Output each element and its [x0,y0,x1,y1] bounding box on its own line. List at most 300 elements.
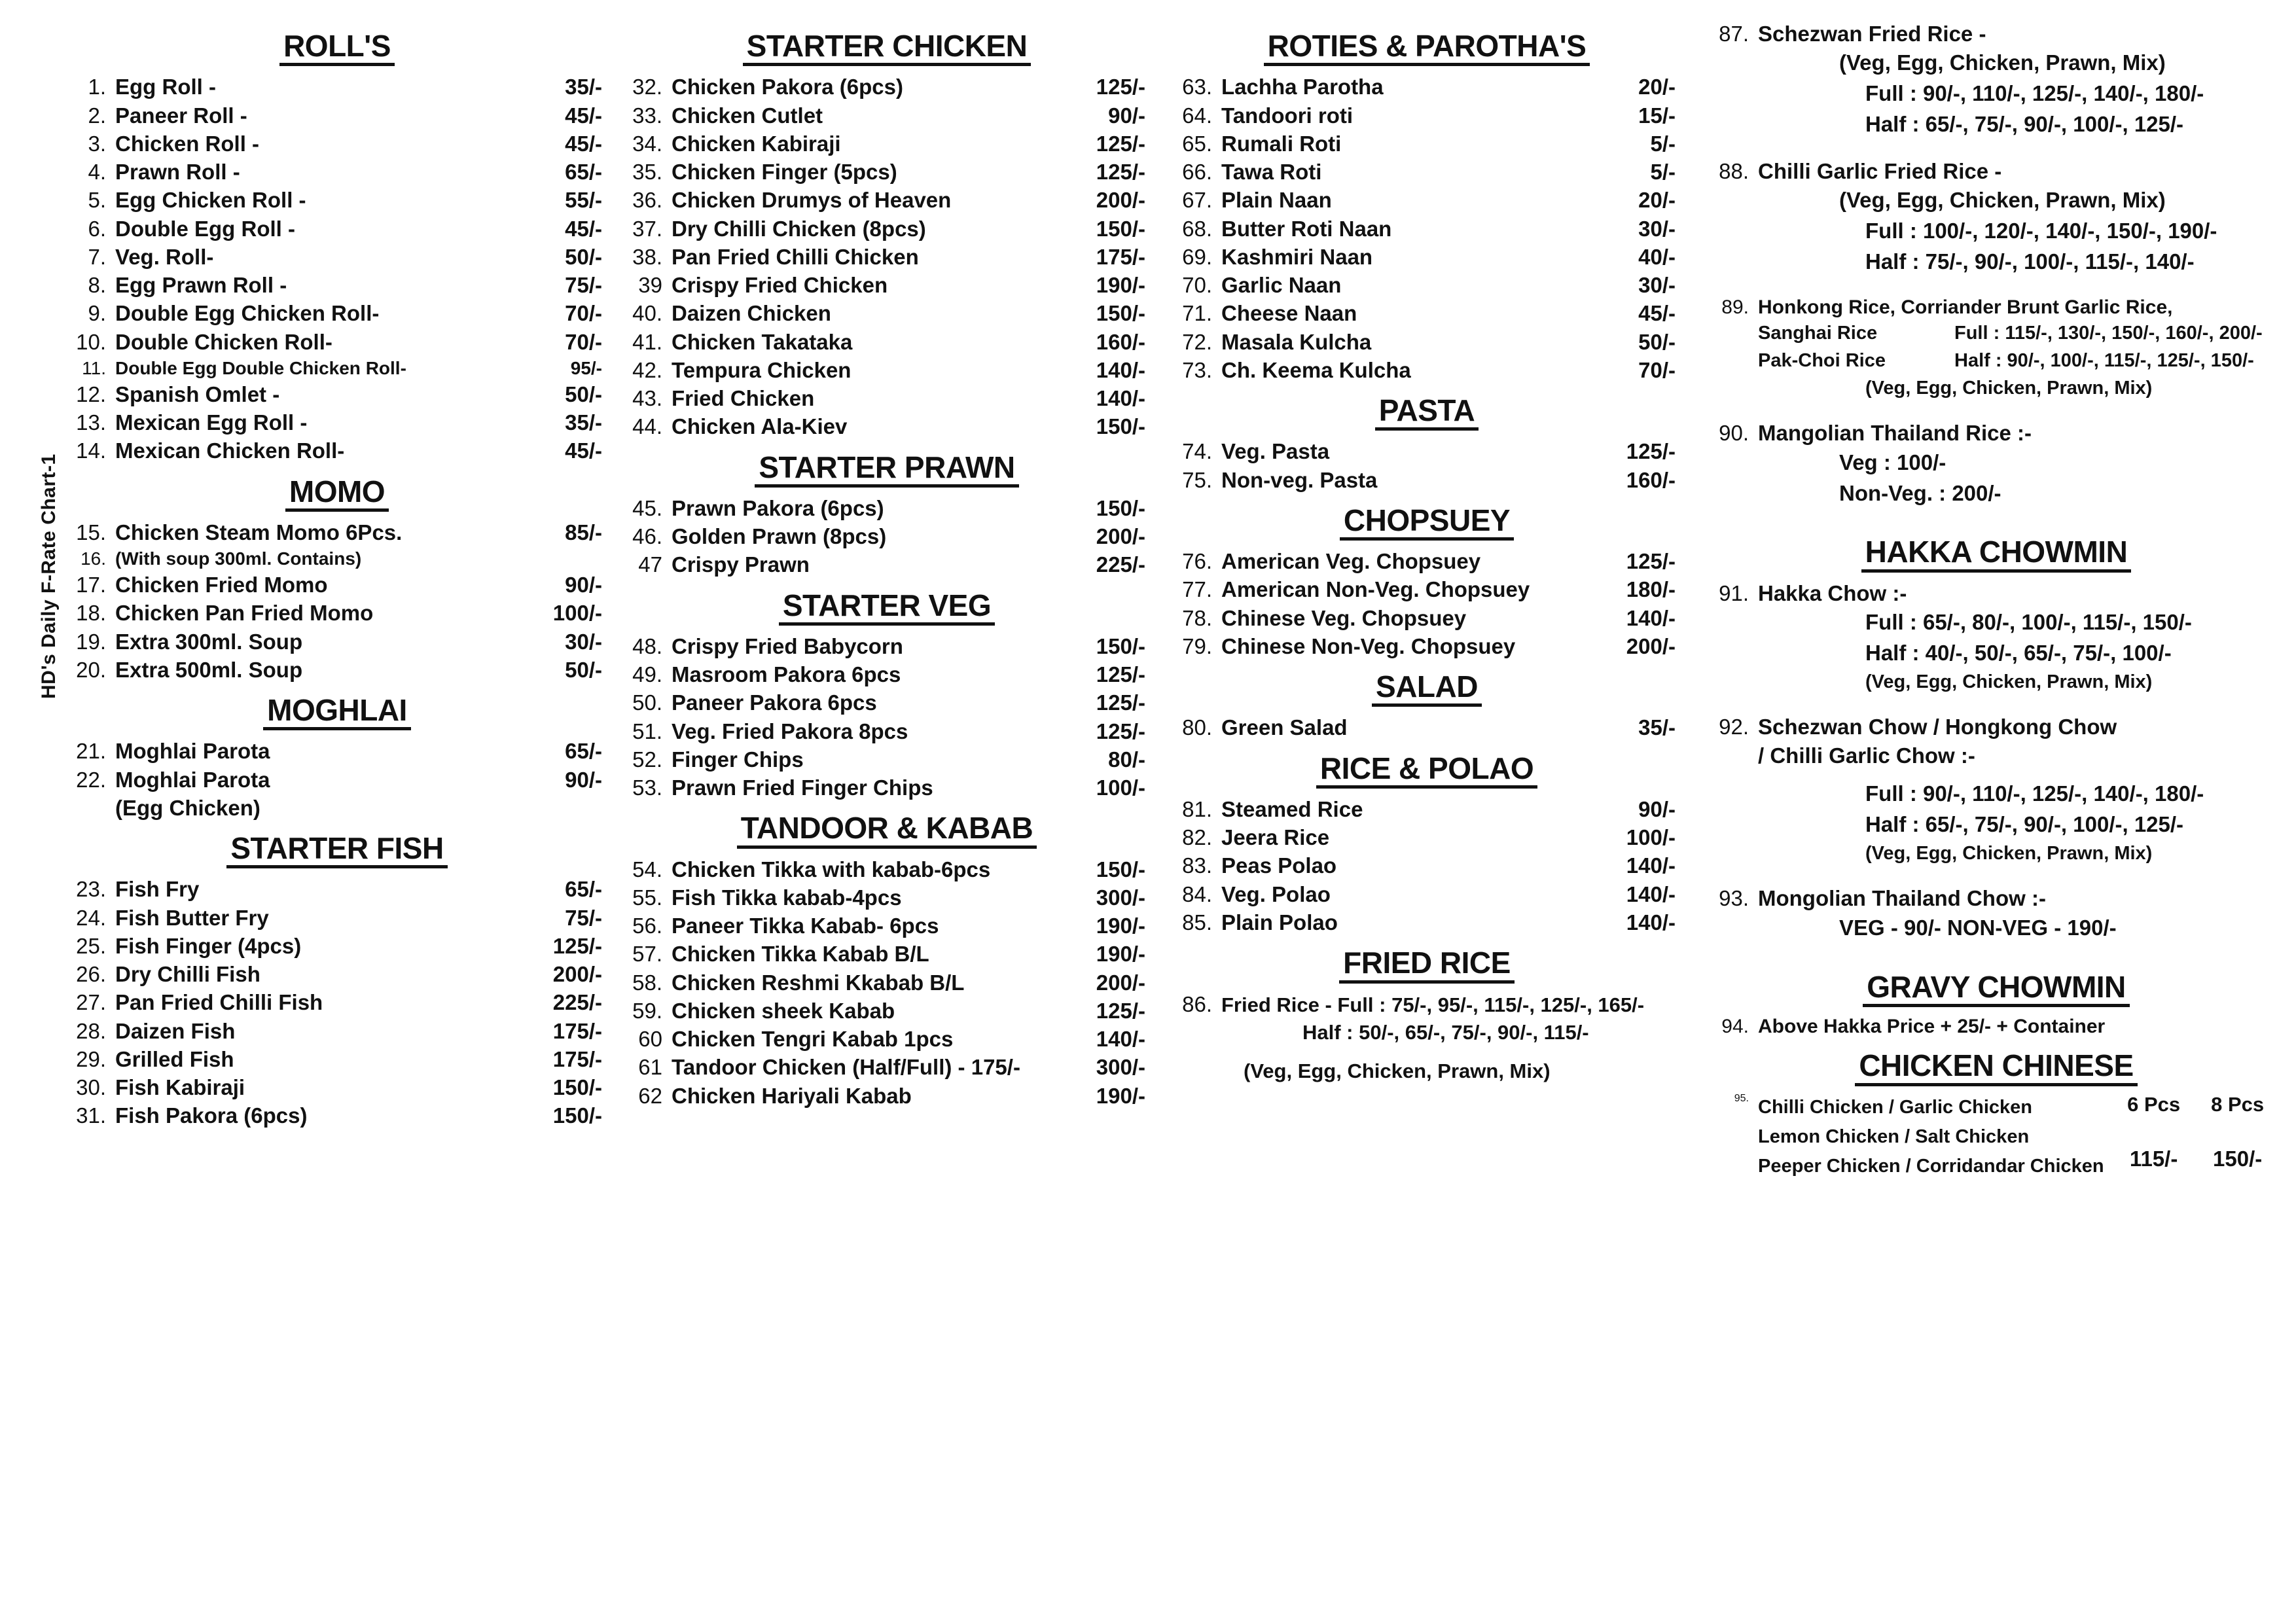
menu-item-number: 28. [76,1018,106,1043]
menu-item-row [628,522,1145,550]
menu-item-price: 100/- [552,601,602,626]
menu-item-name: Veg. Pasta [1221,439,1330,464]
menu-item-name: Chicken Pakora (6pcs) [672,75,903,99]
menu-item-price: 140/- [1626,910,1676,934]
menu-item-name: Schezwan Chow / Hongkong Chow [1758,715,2117,739]
menu-item-row [72,101,602,130]
menu-item-row [72,243,602,271]
menu-item-name: American Veg. Chopsuey [1221,549,1481,574]
menu-item-number: 79. [1182,633,1212,658]
menu-item-price: 150/- [552,1075,602,1100]
menu-item-number: 90. [1719,421,1749,446]
menu-item-number: 78. [1182,605,1212,630]
section-items-roties-parothas [1178,73,1676,384]
menu-item-row [72,408,602,436]
section-heading-rice-polao: RICE & POLAO [1178,753,1676,789]
menu-item-price: 140/- [1626,605,1676,630]
menu-item-number: 49. [632,662,662,687]
menu-item-row [72,932,602,960]
full-price-line: Full : 90/-, 110/-, 125/-, 140/-, 180/- [1865,81,2204,106]
menu-item-row [628,494,1145,522]
menu-item-number: 71. [1182,301,1212,326]
menu-item-row [628,883,1145,912]
menu-item-name: Chicken Tikka Kabab B/L [672,942,929,967]
menu-item-name: Masroom Pakora 6pcs [672,662,901,687]
menu-item-price: 65/- [565,877,602,902]
variant-note: (Veg, Egg, Chicken, Prawn, Mix) [1865,842,2153,864]
price-line: VEG - 90/- NON-VEG - 190/- [1839,915,2117,940]
menu-item-row [628,186,1145,214]
menu-item-price: 40/- [1638,244,1676,269]
menu-item-number: 53. [632,775,662,800]
menu-item-number: 32. [632,75,662,99]
menu-item-number: 44. [632,414,662,439]
menu-item-name: Paneer Tikka Kabab- 6pcs [672,914,939,938]
menu-item-row [72,299,602,327]
menu-item-number: 24. [76,905,106,930]
menu-item-name: Tempura Chicken [672,357,852,382]
menu-item-price: 35/- [565,410,602,435]
menu-item-row [72,1045,602,1073]
menu-item-number: 46. [632,524,662,549]
menu-item-row [72,380,602,408]
menu-item-row [628,243,1145,271]
menu-item-price: 140/- [1096,1027,1145,1052]
menu-item-price: 75/- [565,273,602,298]
menu-item-number: 23. [76,877,106,902]
menu-item-row [1715,713,2278,741]
menu-item-price: 200/- [1096,970,1145,995]
menu-item-row [628,997,1145,1025]
menu-item-number: 5. [88,188,106,213]
menu-item-number: 41. [632,329,662,354]
menu-item-name: Grilled Fish [115,1046,234,1071]
menu-item-row [72,875,602,903]
menu-item-price: 175/- [1096,244,1145,269]
menu-item-row [628,101,1145,130]
menu-item-name: Masala Kulcha [1221,329,1372,354]
menu-item-name: Prawn Roll - [115,160,240,185]
menu-item-price: 150/- [1096,414,1145,439]
menu-item-row [1178,73,1676,101]
menu-item-price: 190/- [1096,273,1145,298]
full-price-line: Full : 65/-, 80/-, 100/-, 115/-, 150/- [1865,609,2192,634]
menu-item-row [628,688,1145,717]
menu-item-price: 45/- [565,438,602,463]
menu-item-price: 35/- [565,75,602,99]
menu-item-number: 81. [1182,796,1212,821]
menu-item-row [628,215,1145,243]
menu-item-name: Mexican Egg Roll - [115,410,308,435]
section-heading-roties-parothas: ROTIES & PAROTHA'S [1178,30,1676,66]
menu-item-name: Non-veg. Pasta [1221,467,1378,492]
menu-item-name: Chicken Takataka [672,329,853,354]
menu-item-row [1178,215,1676,243]
menu-item-price: 85/- [565,520,602,544]
section-heading-rolls: ROLL'S [72,30,602,66]
menu-item-row [72,960,602,988]
menu-item-number: 70. [1182,273,1212,298]
menu-item-name: Finger Chips [672,747,804,772]
full-price-line: Full : 90/-, 110/-, 125/-, 140/-, 180/- [1865,781,2204,806]
menu-item-number: 56. [632,914,662,938]
menu-item-row [628,1082,1145,1110]
menu-item-number: 68. [1182,216,1212,241]
menu-item-price: 90/- [565,767,602,792]
menu-item-name: Fish Tikka kabab-4pcs [672,885,902,910]
menu-column-3 [1178,20,1676,1086]
menu-item-price: 100/- [1096,775,1145,800]
menu-item-row [1715,157,2278,185]
section-items-tandoor-kabab [628,855,1145,1110]
menu-item-price: 5/- [1650,131,1676,156]
menu-item-number: 47 [638,552,662,577]
menu-item-name: Mexican Chicken Roll- [115,438,345,463]
rice-variant-label: Pak-Choi Rice [1758,350,1886,372]
menu-item-name: Fried Chicken [672,386,815,411]
menu-item-name: Egg Prawn Roll - [115,273,287,298]
menu-item-row [628,356,1145,384]
chicken-chinese-column-headers [2112,1093,2280,1116]
menu-item-number: 94. [1721,1015,1749,1037]
menu-item-number: 12. [76,382,106,406]
menu-item-price: 140/- [1626,853,1676,878]
menu-item-number: 65. [1182,131,1212,156]
menu-item-name: (With soup 300ml. Contains) [115,548,362,569]
menu-item-number: 6. [88,216,106,241]
menu-item-row [1178,243,1676,271]
menu-item-name: Fish Kabiraji [115,1075,245,1100]
menu-item-price-row [1715,347,2278,375]
section-heading-starter-veg: STARTER VEG [628,590,1145,626]
menu-item-number: 22. [76,767,106,792]
menu-item-number: 17. [76,573,106,597]
column-header: 6 Pcs [2127,1092,2181,1116]
menu-item-price: 300/- [1096,885,1145,910]
menu-item-row [628,328,1145,356]
menu-item-name: Chicken sheek Kabab [672,998,895,1023]
menu-item-number: 8. [88,273,106,298]
menu-item-name-line2: / Chilli Garlic Chow :- [1758,743,1975,768]
menu-item-price: 175/- [552,1046,602,1071]
chicken-chinese-name-line: Peeper Chicken / Corridandar Chicken [1758,1155,2104,1177]
menu-item-row [72,130,602,158]
menu-item-row [1178,186,1676,214]
menu-item-number: 19. [76,629,106,654]
menu-item-number: 37. [632,216,662,241]
menu-item-price: 80/- [1108,747,1145,772]
menu-item-number: 9. [88,301,106,326]
menu-item-row [1178,880,1676,908]
menu-item-row [628,412,1145,440]
menu-item-price: 175/- [552,1018,602,1043]
menu-item-number: 43. [632,386,662,411]
menu-item-price: 50/- [565,244,602,269]
menu-item-price: 75/- [565,905,602,930]
menu-item-row [1178,158,1676,186]
menu-item-price: 15/- [1638,103,1676,128]
menu-item-number: 57. [632,942,662,967]
menu-item-number: 62 [638,1083,662,1108]
menu-item-number: 2. [88,103,106,128]
price-value: 150/- [2213,1146,2263,1171]
menu-item-row [1715,294,2278,321]
menu-item-name: Chicken Kabiraji [672,131,841,156]
menu-item-price: 150/- [552,1103,602,1128]
menu-item-number: 77. [1182,577,1212,602]
menu-item-number: 55. [632,885,662,910]
menu-item-number: 7. [88,244,106,269]
menu-item-name: Mongolian Thailand Chow :- [1758,886,2046,911]
menu-item-name: Golden Prawn (8pcs) [672,524,887,549]
menu-item-name: Kashmiri Naan [1221,244,1373,269]
menu-item-price: 30/- [1638,216,1676,241]
menu-item-name: Garlic Naan [1221,273,1342,298]
menu-item-price: 45/- [1638,301,1676,326]
moghlai-note-row [72,794,602,822]
menu-item-name: Chicken Roll - [115,131,260,156]
menu-item-row [1178,328,1676,356]
menu-item-number: 39 [638,273,662,298]
menu-item-name: Tandoori roti [1221,103,1354,128]
menu-item-row [72,356,602,380]
menu-item-name: Chicken Finger (5pcs) [672,160,897,185]
menu-item-row [72,73,602,101]
section-heading [1715,1050,2278,1086]
menu-item-number: 1. [88,75,106,99]
menu-item-number: 31. [76,1103,106,1128]
menu-item-row [628,912,1145,940]
menu-item-number: 35. [632,160,662,185]
menu-item-name: Plain Naan [1221,188,1332,213]
menu-item-price: 200/- [552,962,602,987]
menu-item-price: 50/- [1638,329,1676,354]
menu-item-number: 10. [76,329,106,354]
menu-item-row [72,1101,602,1130]
menu-item-name: Fish Finger (4pcs) [115,933,302,958]
full-price-line: Full : 115/-, 130/-, 150/-, 160/-, 200/- [1954,323,2263,344]
menu-item-name: American Non-Veg. Chopsuey [1221,577,1530,602]
menu-item-price: 150/- [1096,857,1145,881]
menu-item-number: 45. [632,495,662,520]
menu-item-number: 87. [1719,22,1749,46]
menu-column-4 [1715,20,2278,1181]
menu-item-name: Above Hakka Price + 25/- + Container [1758,1015,2106,1037]
fried-rice-half: Half : 50/-, 65/-, 75/-, 90/-, 115/- [1302,1021,1589,1044]
menu-item-price: 20/- [1638,75,1676,99]
menu-item-row [628,660,1145,688]
variant-note: (Veg, Egg, Chicken, Prawn, Mix) [1839,188,2166,213]
menu-item-name: Chicken Cutlet [672,103,823,128]
menu-item-name: Egg Roll - [115,75,216,99]
menu-item-number: 40. [632,301,662,326]
menu-item-price: 160/- [1096,329,1145,354]
menu-item-name: Veg. Roll- [115,244,214,269]
menu-item-name: Steamed Rice [1221,796,1363,821]
menu-item-row [72,158,602,186]
menu-item-price: 45/- [565,131,602,156]
half-price-line: Half : 40/-, 50/-, 65/-, 75/-, 100/- [1865,640,2172,665]
menu-item-row [628,299,1145,327]
section-items-starter-veg [628,632,1145,802]
section-heading [1715,971,2278,1007]
menu-item-number: 11. [82,357,106,378]
menu-item-row [72,271,602,299]
menu-item-number: 15. [76,520,106,544]
menu-item-name: Prawn Pakora (6pcs) [672,495,884,520]
menu-item-price: 45/- [565,216,602,241]
menu-item-name: Honkong Rice, Corriander Brunt Garlic Rice, [1758,296,2173,318]
menu-item-number: 50. [632,690,662,715]
menu-item-row [1715,1014,2278,1040]
menu-item-name: Paneer Pakora 6pcs [672,690,877,715]
section-items-chopsuey [1178,547,1676,660]
menu-item-name: Chinese Veg. Chopsuey [1221,605,1467,630]
menu-item-row [628,632,1145,660]
menu-item-number: 58. [632,970,662,995]
menu-item-number: 14. [76,438,106,463]
menu-item-name: Mangolian Thailand Rice :- [1758,421,2032,446]
variant-note: (Veg, Egg, Chicken, Prawn, Mix) [1839,50,2166,75]
menu-item-name: Extra 300ml. Soup [115,629,303,654]
chicken-chinese-prices [2104,1093,2280,1171]
menu-item-price: 180/- [1626,577,1676,602]
menu-item-name: Dry Chilli Fish [115,962,260,987]
menu-item-row [1178,604,1676,632]
menu-item-name: Crispy Fried Chicken [672,273,888,298]
menu-item-row [72,215,602,243]
menu-item-row [1715,419,2278,447]
menu-item-name: Daizen Fish [115,1018,236,1043]
menu-item-price: 5/- [1650,160,1676,185]
menu-item-row [628,940,1145,968]
price-value: 115/- [2129,1146,2178,1171]
section-heading-text: GRAVY CHOWMIN [1863,971,2130,1007]
menu-item-row [628,745,1145,774]
menu-item-row [1178,130,1676,158]
menu-item-row [628,73,1145,101]
menu-item-name: Chicken Ala-Kiev [672,414,848,439]
menu-item-row [72,656,602,684]
menu-item-number: 54. [632,857,662,881]
section-items-rolls [72,73,602,465]
menu-item-price: 95/- [570,357,602,378]
menu-item-row [72,766,602,794]
half-price-line: Half : 65/-, 75/-, 90/-, 100/-, 125/- [1865,112,2184,137]
menu-item-name: Prawn Fried Finger Chips [672,775,933,800]
menu-item-price: 50/- [565,382,602,406]
section-heading-text: HAKKA CHOWMIN [1861,536,2132,572]
menu-item-price: 45/- [565,103,602,128]
menu-item-name: Crispy Prawn [672,552,810,577]
menu-item-price: 225/- [552,990,602,1015]
menu-item-number: 80. [1182,715,1212,740]
chicken-chinese-names [1758,1093,2104,1181]
section-items-pasta [1178,437,1676,494]
menu-item-row [628,774,1145,802]
menu-item-row [628,1025,1145,1053]
menu-item-row [1178,299,1676,327]
menu-item-name: Tawa Roti [1221,160,1322,185]
menu-item-row [1178,437,1676,465]
menu-item-row [1178,356,1676,384]
menu-item-price: 30/- [565,629,602,654]
fried-rice-variants: (Veg, Egg, Chicken, Prawn, Mix) [1244,1059,1551,1082]
menu-item-row [72,328,602,356]
menu-item-name: Cheese Naan [1221,301,1357,326]
menu-item-name: Chicken Steam Momo 6Pcs. [115,520,403,544]
menu-item-row [1178,795,1676,823]
menu-item-row [1178,851,1676,880]
menu-item-name: Double Egg Double Chicken Roll- [115,357,406,378]
fried-rice-number: 86. [1182,991,1212,1016]
menu-item-number: 48. [632,633,662,658]
menu-item-price: 125/- [1626,439,1676,464]
menu-column-2 [628,20,1145,1110]
menu-item-price: 125/- [1096,719,1145,743]
menu-item-name: Moghlai Parota [115,767,270,792]
menu-item-price: 70/- [565,329,602,354]
menu-item-number: 13. [76,410,106,435]
menu-item-number: 63. [1182,75,1212,99]
menu-item-name: Plain Polao [1221,910,1338,934]
menu-item-name: Chicken Fried Momo [115,573,328,597]
menu-item-price: 140/- [1096,386,1145,411]
menu-item-name: Moghlai Parota [115,739,270,764]
fried-rice-row [1178,990,1676,1019]
menu-item-price: 200/- [1626,633,1676,658]
chicken-chinese-price-values [2112,1147,2280,1171]
menu-item-name: Lachha Parotha [1221,75,1384,99]
menu-item-number: 76. [1182,549,1212,574]
menu-item-number: 85. [1182,910,1212,934]
menu-item-number: 27. [76,990,106,1015]
menu-item-name: Hakka Chow :- [1758,580,1907,605]
section-items-moghlai [72,737,602,794]
menu-item-price: 225/- [1096,552,1145,577]
half-price-line: Half : 65/-, 75/-, 90/-, 100/-, 125/- [1865,811,2184,836]
section-heading-salad: SALAD [1178,671,1676,707]
menu-item-number: 72. [1182,329,1212,354]
menu-item-number: 60 [638,1027,662,1052]
menu-item-name: Green Salad [1221,715,1348,740]
rice-variant-label: Sanghai Rice [1758,323,1878,344]
menu-item-number: 30. [76,1075,106,1100]
menu-item-number: 61 [638,1055,662,1080]
menu-item-number: 51. [632,719,662,743]
section-heading-starter-fish: STARTER FISH [72,832,602,868]
menu-item-price: 35/- [1638,715,1676,740]
menu-item-row [1178,713,1676,741]
menu-item-row [628,1053,1145,1081]
section-heading-chopsuey: CHOPSUEY [1178,505,1676,541]
menu-item-name: Crispy Fried Babycorn [672,633,903,658]
menu-item-name: Spanish Omlet - [115,382,280,406]
menu-item-row [1715,20,2278,48]
menu-item-price: 20/- [1638,188,1676,213]
menu-item-row [72,1017,602,1045]
menu-item-name: Chicken Pan Fried Momo [115,601,374,626]
menu-item-price: 150/- [1096,495,1145,520]
menu-item-name: Jeera Rice [1221,825,1330,850]
menu-item-number: 36. [632,188,662,213]
menu-item-row [628,717,1145,745]
menu-item-price: 140/- [1096,357,1145,382]
menu-item-number: 67. [1182,188,1212,213]
menu-item-name: Chicken Tengri Kabab 1pcs [672,1027,954,1052]
section-heading-starter-chicken: STARTER CHICKEN [628,30,1145,66]
menu-item-name: Peas Polao [1221,853,1337,878]
